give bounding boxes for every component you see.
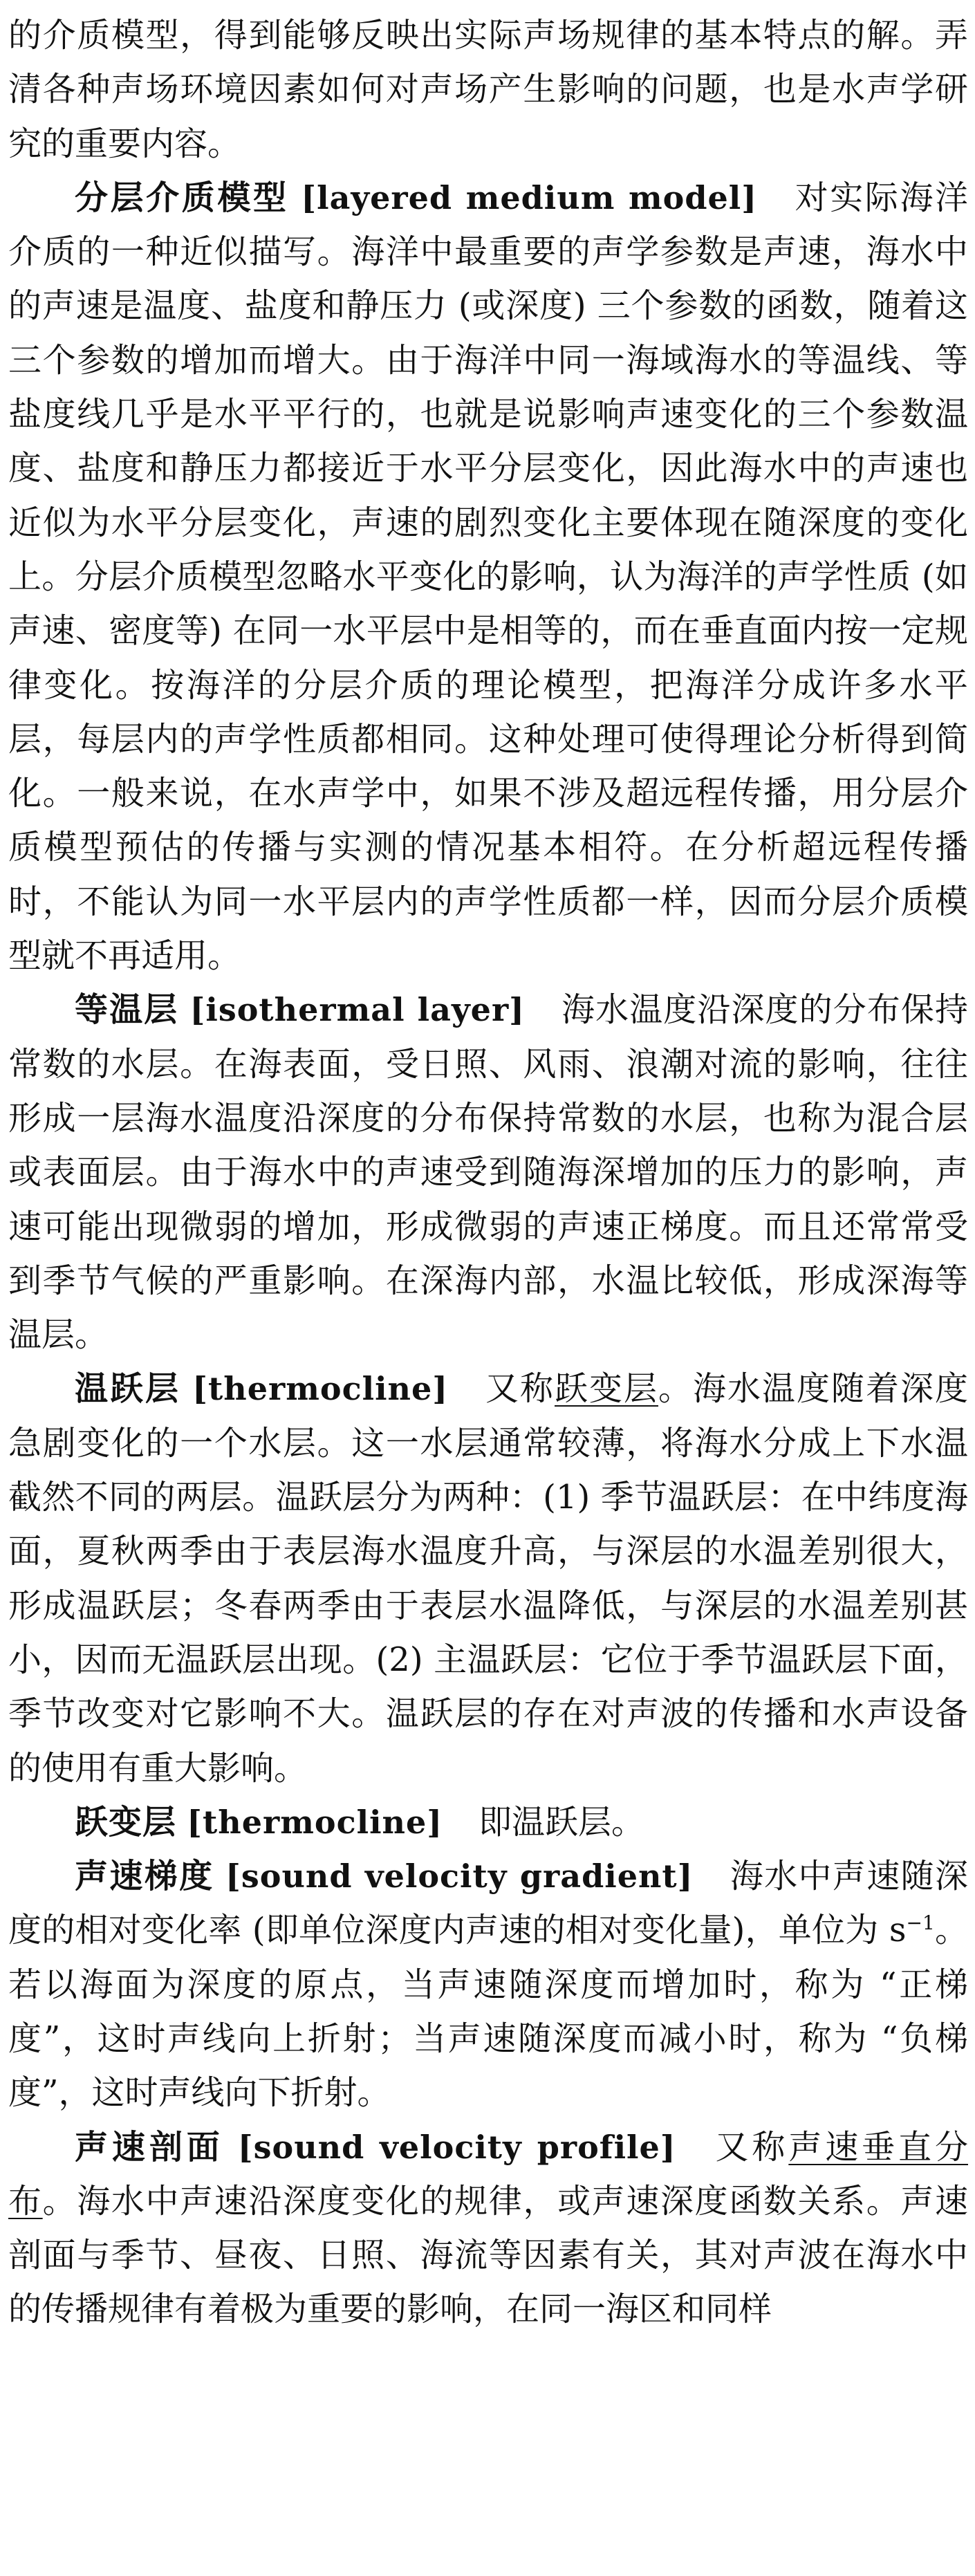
entry-definition-prefix: 又称 — [484, 1369, 555, 1409]
entry-definition: 。海水中声速沿深度变化的规律，或声速深度函数关系。声速剖面与季节、昼夜、日照、海流等因素有关，其对声波在海水中的传播规律有着极为重要的影响，在同一海区和同样 — [8, 2181, 968, 2329]
entry-jump-layer — [8, 1795, 968, 1849]
entry-english-term: [thermocline] — [192, 1370, 449, 1408]
entry-definition: 即温跃层。 — [479, 1802, 645, 1842]
entry-english-term: [sound velocity gradient] — [225, 1857, 694, 1896]
unit-exponent: −1 — [906, 1911, 935, 1935]
entry-definition: 对实际海洋介质的一种近似描写。海洋中最重要的声学参数是声速，海水中的声速是温度、盐度和静压力 (或深度) 三个参数的函数，随着这三个参数的增加而增大。由于海洋中同一海域海水的等温线、等盐度线几乎是水平平行的，也就是说影响声速变化的三个参数温度、盐度和静压力都接近于水平分层变化，因此海水中的声速也近似为水平分层变化，声速的剧烈变化主要体现在随深度的变化上。分层介质模型忽略水平变化的影响，认为海洋的声学性质 (如声速、密度等) 在同一水平层中是相等的，而在垂直面内按一定规律变化。按海洋的分层介质的理论模型，把海洋分成许多水平层，每层内的声学性质都相同。这种处理可使得理论分析得到简化。一般来说，在水声学中，如果不涉及超远程传播，用分层介质模型预估的传播与实测的情况基本相符。在分析超远程传播时，不能认为同一水平层内的声学性质都一样，因而分层介质模型就不再适用。 — [8, 178, 968, 976]
entry-term: 温跃层 — [75, 1369, 180, 1409]
intro-paragraph — [8, 8, 968, 171]
entry-isothermal-layer — [8, 983, 968, 1362]
entry-definition-prefix: 海水中声速随深度的相对变化率 (即单位深度内声速的相对变化量)，单位为 s — [8, 1857, 968, 1950]
entry-term: 声速剖面 — [75, 2127, 224, 2167]
entry-thermocline — [8, 1362, 968, 1795]
entry-sound-velocity-profile — [8, 2120, 968, 2337]
entry-layered-medium-model — [8, 171, 968, 983]
entry-term: 声速梯度 — [75, 1857, 214, 1896]
entry-english-term: [isothermal layer] — [189, 991, 525, 1029]
entry-term: 分层介质模型 — [75, 178, 289, 217]
intro-text: 的介质模型，得到能够反映出实际声场规律的基本特点的解。弄清各种声场环境因素如何对声场产生影响的问题，也是水声学研究的重要内容。 — [8, 16, 968, 163]
entry-english-term: [layered medium model] — [301, 178, 758, 216]
cross-reference-link[interactable]: 声速垂直分布 — [8, 2127, 968, 2221]
entry-english-term: [sound velocity profile] — [237, 2128, 676, 2166]
entry-english-term: [thermocline] — [187, 1803, 443, 1841]
entry-term: 等温层 — [75, 990, 179, 1030]
entry-definition: 。海水温度随着深度急剧变化的一个水层。这一水层通常较薄，将海水分成上下水温截然不同的两层。温跃层分为两种：(1) 季节温跃层：在中纬度海面，夏秋两季由于表层海水温度升高，与深层的水温差别很大，形成温跃层；冬春两季由于表层水温降低，与深层的水温差别甚小，因而无温跃层出现。(2) 主温跃层：它位于季节温跃层下面，季节改变对它影响不大。温跃层的存在对声波的传播和水声设备的使用有重大影响。 — [8, 1369, 968, 1788]
entry-definition-prefix: 又称 — [712, 2127, 789, 2167]
entry-sound-velocity-gradient — [8, 1849, 968, 2120]
cross-reference-link[interactable]: 跃变层 — [555, 1369, 659, 1409]
entry-definition: 海水温度沿深度的分布保持常数的水层。在海表面，受日照、风雨、浪潮对流的影响，往往形成一层海水温度沿深度的分布保持常数的水层，也称为混合层或表面层。由于海水中的声速受到随海深增加的压力的影响，声速可能出现微弱的增加，形成微弱的声速正梯度。而且还常常受到季节气候的严重影响。在深海内部，水温比较低，形成深海等温层。 — [8, 990, 968, 1355]
entry-term: 跃变层 — [75, 1802, 177, 1842]
entry-definition: 。若以海面为深度的原点，当声速随深度而增加时，称为 “正梯度”，这时声线向上折射；当声速随深度而减小时，称为 “负梯度”，这时声线向下折射。 — [8, 1911, 968, 2113]
